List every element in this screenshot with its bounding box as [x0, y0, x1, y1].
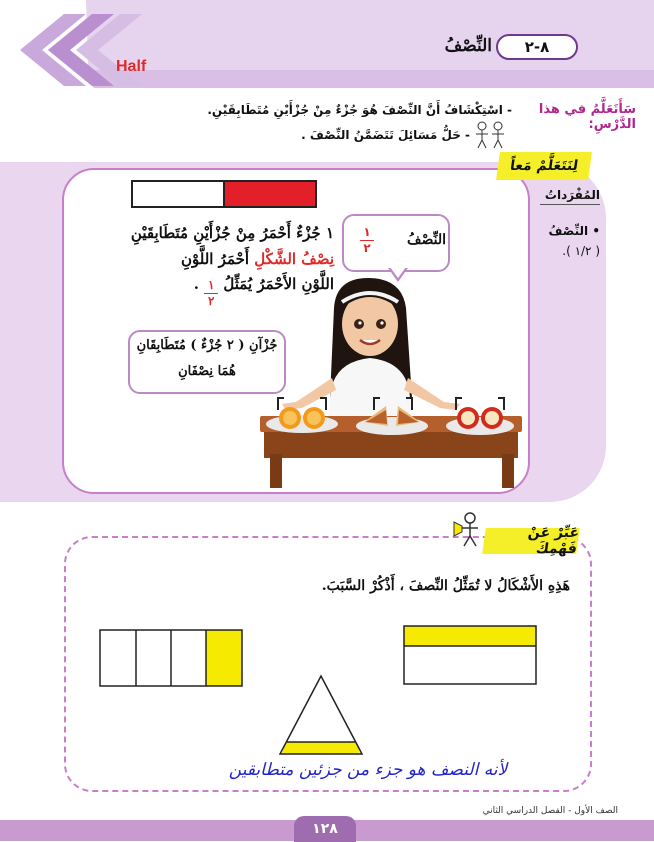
shape-triangle	[278, 674, 364, 756]
note-line-1: جُزْآنِ ( ٢ جُزْءٌ ) مُتَطَابِقَانِ	[136, 338, 278, 353]
vocabulary-fraction: ( ١/٢ ).	[562, 244, 600, 258]
lesson-number-badge: ٨-٢	[496, 34, 578, 60]
kids-icon	[470, 120, 510, 150]
bar-red-part	[225, 182, 315, 206]
bubble-fraction: ١ ٢	[360, 226, 374, 255]
girl-with-food-illustration	[256, 278, 528, 490]
objective-item: - اسْتِكْشَافُ أَنَّ النِّصْفَ هُوَ جُزْءٌ مِنْ جُزْأَيْنِ مُتَطَابِقَيْنِ.	[207, 103, 512, 117]
half-shape-phrase: نِصْفُ الشَّكْلِ	[254, 250, 334, 268]
fraction-half: $\frac{١}{٢}$	[204, 279, 218, 308]
objectives-label: سَأَتَعَلَّمُ في هذا الدَّرْسِ:	[538, 102, 636, 132]
bar-white-part	[133, 182, 225, 206]
express-understanding-tab: عَبِّرْ عَنْ فَهْمِكَ	[482, 528, 580, 554]
english-title: Half	[116, 58, 147, 75]
note-line-2: هُمَا نِصْفَانِ	[178, 364, 236, 379]
express-instruction: هَذِهِ الأَشْكَالُ لا تُمَثِّلُ النِّصفَ ، أَذْكُرْ السَّبَبَ.	[321, 578, 570, 594]
handwritten-answer: لأنه النصف هو جزء من جزئين متطابقين	[228, 760, 508, 780]
shape-unequal-rectangle	[402, 624, 538, 686]
footer-note: الصف الأول - الفصل الدراسي الثاني	[482, 806, 618, 816]
half-fraction-bar	[131, 180, 317, 208]
learn-together-tab: لِنَتَعَلَّمْ مَعاً	[496, 152, 592, 180]
explanation-line-2: نِصْفُ الشَّكْلِ أَحْمَرُ اللَّوْنِ	[180, 250, 334, 268]
objective-item: - حَلُّ مَسَائِلَ تَتَضَمَّنُ النِّصْفَ .	[301, 128, 470, 142]
vocabulary-title: المُفْرَداتُ	[540, 188, 600, 205]
shape-four-parts-rectangle	[98, 628, 244, 688]
explanation-line-1: ١ جُزْءٌ أَحْمَرُ مِنْ جُزْأَيْنِ مُتَطَابِقَيْنِ	[130, 224, 334, 242]
vocabulary-word: • النِّصْفُ	[548, 224, 600, 238]
bubble-word: النِّصْفُ	[406, 232, 446, 248]
explanation-line-3: اللَّوْنِ الأَحْمَرُ يُمَثِّلُ $\frac{١}{٢}$ .	[193, 275, 334, 309]
page-number: ١٢٨	[294, 816, 356, 842]
lesson-title: النِّصْفُ	[444, 36, 492, 56]
megaphone-child-icon	[452, 512, 484, 548]
